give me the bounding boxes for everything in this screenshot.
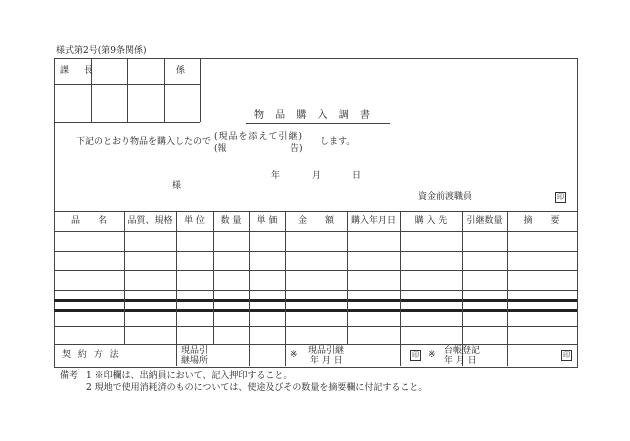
date-year: 年 [271, 171, 281, 181]
header-quality-spec: 品質、規格 [127, 216, 173, 226]
header-purchase-date: 購入年月日 [350, 216, 396, 226]
ledger-label-2: 年 月 日 [444, 356, 477, 366]
body-lead: 下記のとおり物品を購入したので [76, 137, 212, 147]
cashier-mark-ledger: ※ [428, 350, 436, 360]
chief-label: 課 長 [60, 66, 99, 76]
title-underline [246, 123, 390, 124]
form-frame [54, 58, 578, 368]
header-amount: 金 額 [297, 216, 334, 226]
header-item-name: 品 名 [70, 216, 107, 226]
header-remarks: 摘 要 [523, 216, 560, 226]
contract-method-label: 契 約 方 法 [62, 350, 121, 360]
double-line-top [54, 299, 577, 302]
header-supplier: 購 入 先 [414, 216, 448, 226]
ledger-seal: 印 [563, 351, 570, 359]
body-option-report-open: (報 [214, 144, 227, 154]
note-2: 2 現地で使用消耗済のものについては、使途及びその数量を摘要欄に付記すること。 [86, 383, 428, 393]
header-quantity: 数 量 [220, 216, 242, 226]
note-1: 1 ※印欄は、出納員において、記入押印すること。 [86, 371, 293, 381]
document-title: 物 品 購 入 調 書 [254, 110, 374, 121]
handover-place-label-1: 現品引 [181, 346, 209, 356]
official-label: 資金前渡職員 [418, 192, 473, 202]
handover-date-label-2: 年 月 日 [310, 356, 343, 366]
handover-date-label-1: 現品引継 [308, 346, 345, 356]
header-handover-qty: 引継数量 [466, 216, 503, 226]
notes-label: 備考 [60, 371, 79, 381]
body-option-report-close: 告) [290, 144, 303, 154]
ledger-label-1: 台帳登記 [444, 346, 481, 356]
date-day: 日 [352, 171, 362, 181]
handover-seal: 印 [412, 351, 419, 359]
section-label: 係 [176, 66, 186, 76]
double-line-bottom [54, 309, 577, 312]
body-option-handover: (現品を添えて引継) [214, 132, 304, 142]
body-tail: します。 [320, 137, 356, 147]
addressee-suffix: 様 [172, 181, 182, 191]
header-unit-price: 単 価 [256, 216, 278, 226]
official-seal: 印 [557, 193, 564, 201]
handover-place-label-2: 継場所 [181, 356, 209, 366]
header-unit: 単 位 [184, 216, 205, 226]
cashier-mark-handover: ※ [290, 350, 298, 360]
date-month: 月 [312, 171, 322, 181]
form-number: 様式第2号(第9条関係) [56, 46, 147, 56]
